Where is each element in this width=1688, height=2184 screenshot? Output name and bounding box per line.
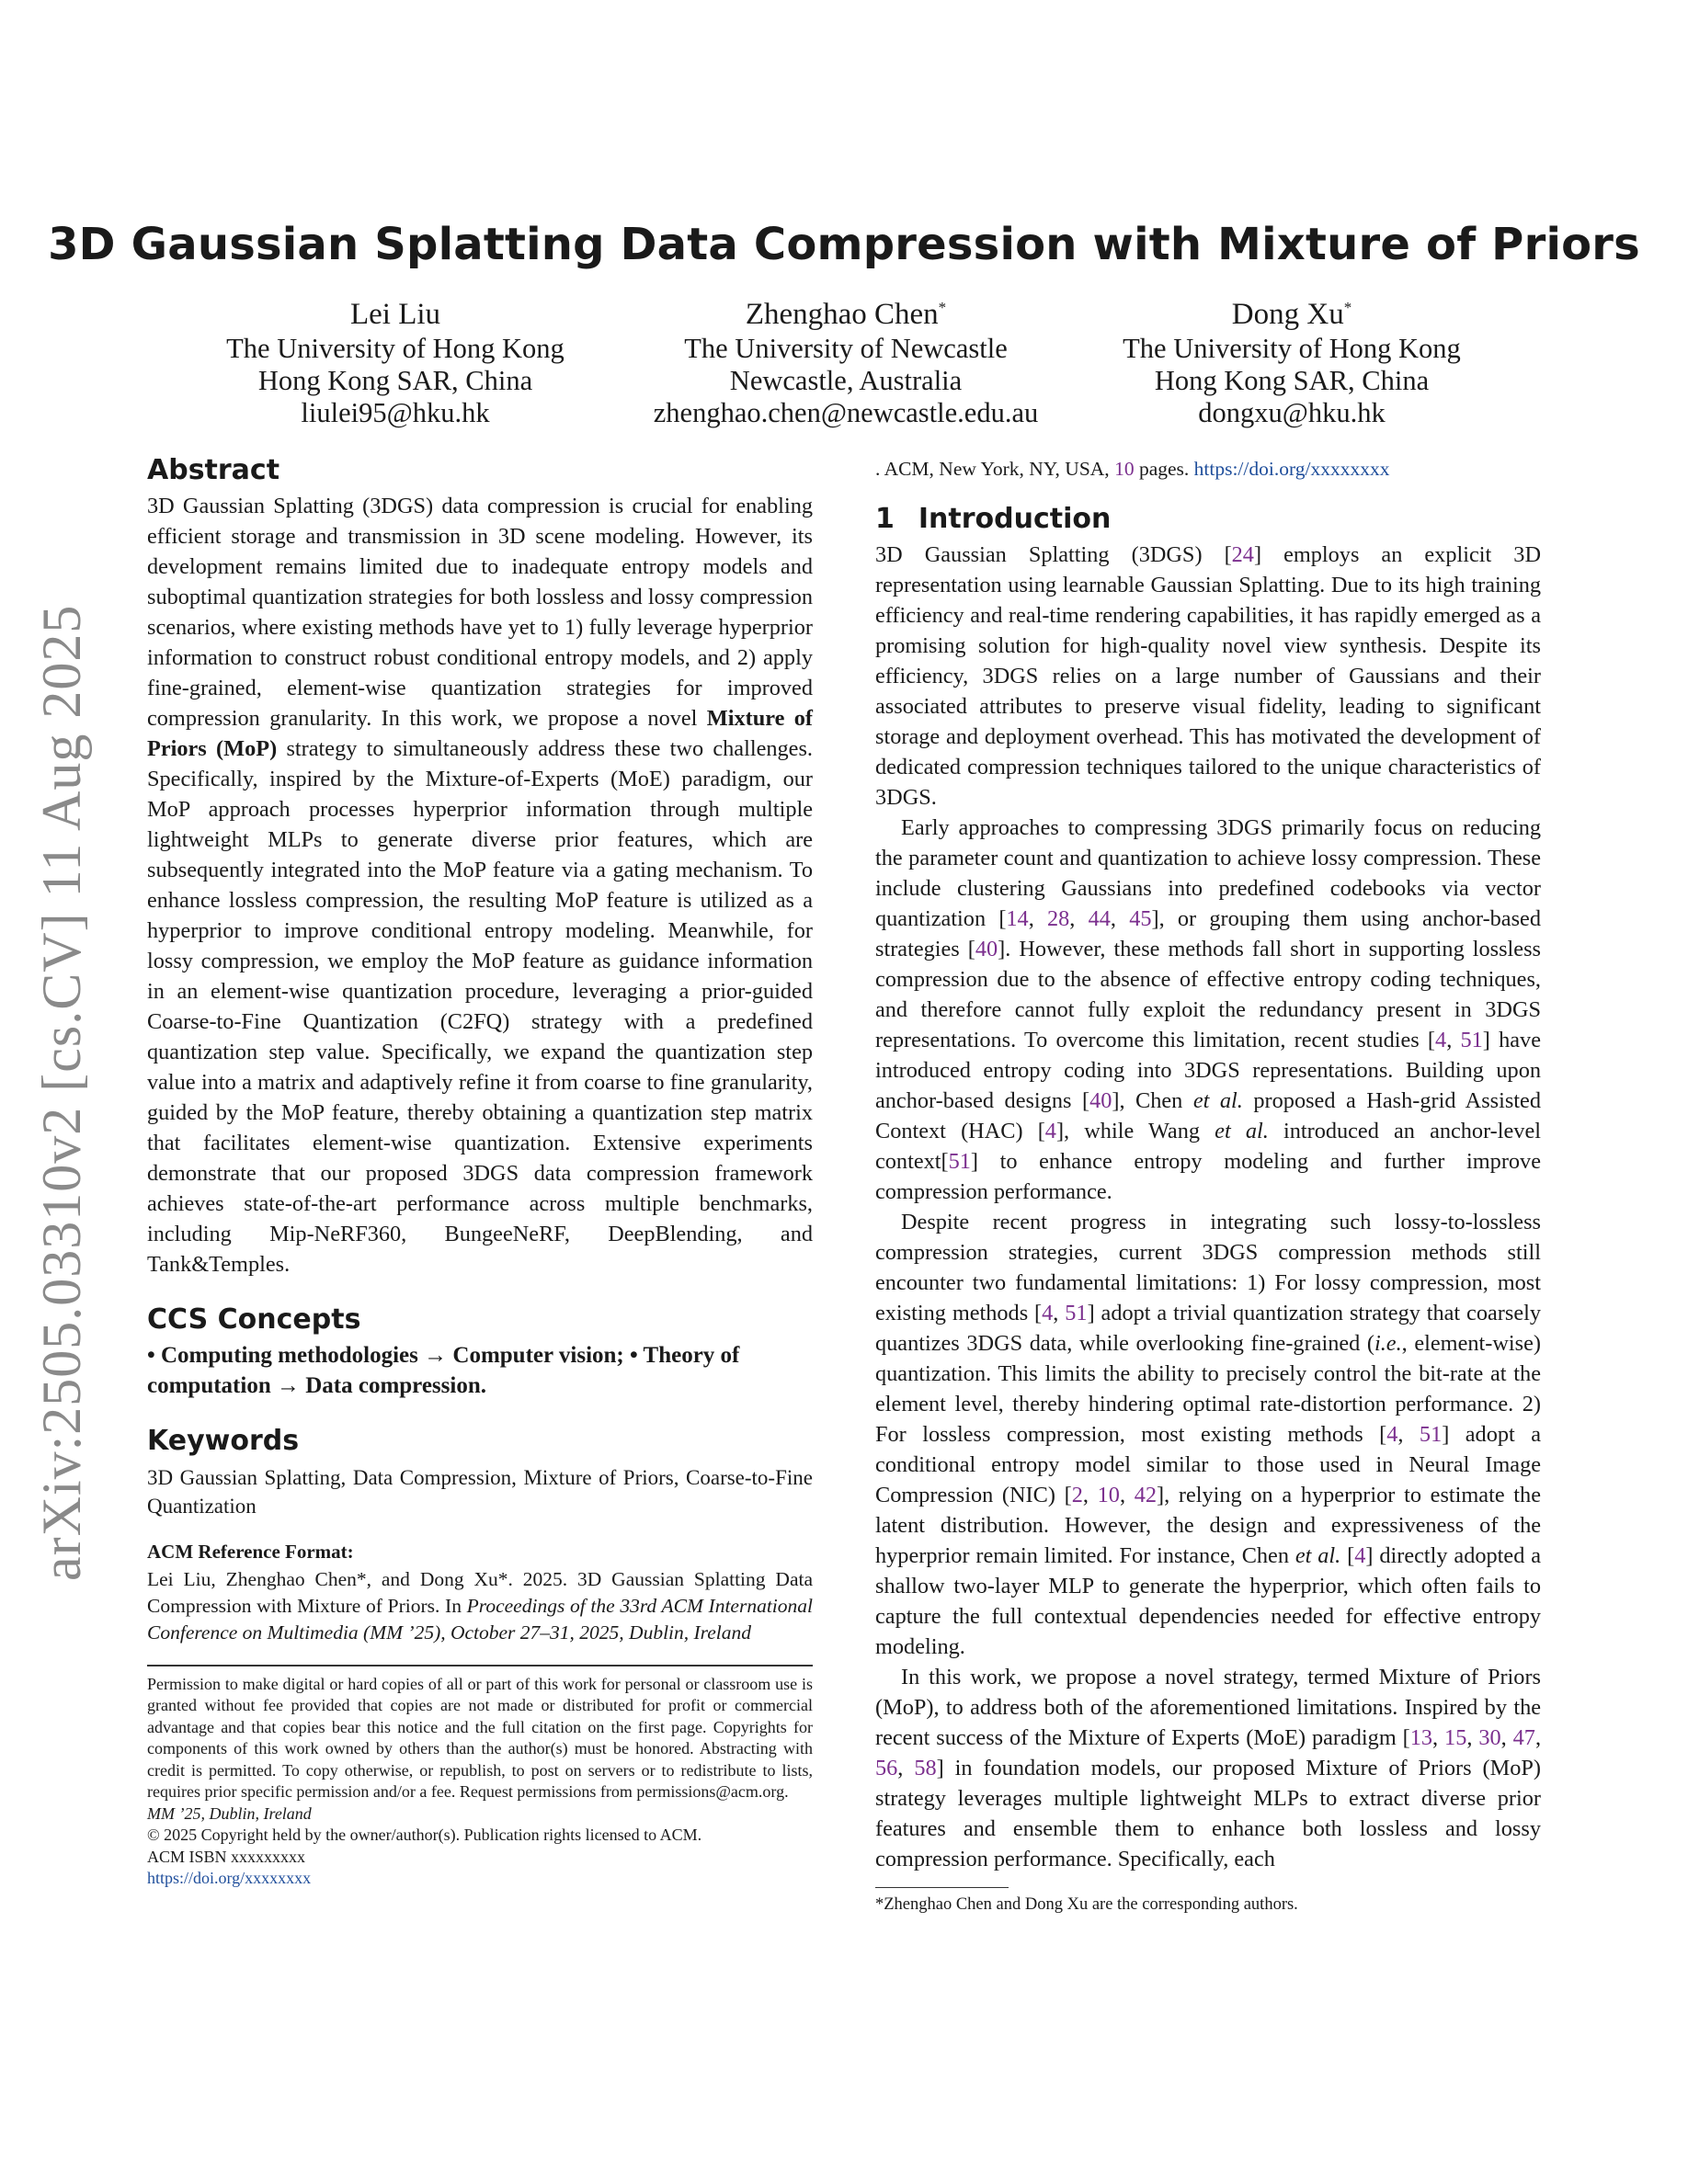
- acm-ref-doi-link[interactable]: https://doi.org/xxxxxxxx: [1193, 458, 1390, 480]
- author-location: Hong Kong SAR, China: [1154, 365, 1430, 396]
- intro-paragraph-1: 3D Gaussian Splatting (3DGS) [24] employs an explicit 3D representation using learnable Gaussian Splatting. Due to its high training efficiency and real-time rendering capabilities, it has rapidly emerged as a promising solution for high-quality novel view synthesis. Despite its efficiency, 3DGS relies on a large number of Gaussians and their associated attributes to preserve visual fidelity, leading to significant storage and deployment overhead. This has motivated the development of dedicated compression techniques tailored to the unique characteristics of 3DGS.: [875, 542, 1541, 810]
- permission-copyright: © 2025 Copyright held by the owner/author(s). Publication rights licensed to ACM.: [147, 1826, 702, 1844]
- author-email[interactable]: liulei95@hku.hk: [301, 397, 490, 428]
- paper-title: 3D Gaussian Splatting Data Compression with Mixture of Priors: [48, 219, 1640, 270]
- acm-ref-text-part2: . ACM, New York, NY, USA, 10 pages. https://doi.org/xxxxxxxx: [875, 458, 1390, 480]
- citation-link[interactable]: 42: [1134, 1483, 1158, 1507]
- citation-link[interactable]: 4: [1435, 1028, 1447, 1052]
- citation-link[interactable]: 4: [1386, 1422, 1398, 1447]
- citation-link[interactable]: 10: [1097, 1483, 1120, 1507]
- citation-link[interactable]: 44: [1088, 906, 1111, 931]
- author-location: Newcastle, Australia: [729, 365, 963, 396]
- citation-link[interactable]: 47: [1512, 1725, 1535, 1750]
- citation-link[interactable]: 56: [875, 1756, 898, 1780]
- abstract-heading: Abstract: [147, 454, 280, 486]
- section-heading-introduction: 1 Introduction: [875, 503, 1112, 535]
- author-affiliation: The University of Newcastle: [684, 333, 1008, 364]
- citation-link[interactable]: 58: [914, 1756, 937, 1780]
- citation-link[interactable]: 30: [1478, 1725, 1501, 1750]
- permission-venue: MM ’25, Dublin, Ireland: [147, 1803, 312, 1823]
- author-affiliation: The University of Hong Kong: [1123, 333, 1461, 364]
- citation-link[interactable]: 24: [1231, 542, 1254, 567]
- citation-link[interactable]: 51: [1065, 1301, 1088, 1325]
- intro-paragraph-2: Early approaches to compressing 3DGS primarily focus on reducing the parameter count and quantization to achieve lossy compression. These include clustering Gaussians into predefined codebooks via vector quantization [14, 28, 44, 45], or grouping them using anchor-based strategies [40]. However, these methods fall short in supporting lossless compression due to the absence of effective entropy coding techniques, and therefore cannot fully exploit the redundancy present in 3DGS representations. To overcome this limitation, recent studies [4, 51] have introduced entropy coding into 3DGS representations. Building upon anchor-based designs [40], Chen et al. proposed a Hash-grid Assisted Context (HAC) [4], while Wang et al. introduced an anchor-level context[51] to enhance entropy modeling and further improve compression performance.: [875, 815, 1541, 1204]
- permission-isbn: ACM ISBN xxxxxxxxx: [147, 1847, 306, 1866]
- citation-link[interactable]: 28: [1047, 906, 1070, 931]
- citation-link[interactable]: 14: [1006, 906, 1029, 931]
- citation-link[interactable]: 4: [1354, 1543, 1366, 1568]
- acm-ref-text-part1: Lei Liu, Zhenghao Chen*, and Dong Xu*. 2025. 3D Gaussian Splatting Data Compression with Mixture of Priors. In Proceedings of the 33rd ACM International Conference on Multimedia (MM ’25), October 27–31, 2025, Dublin, Ireland: [147, 1568, 814, 1644]
- citation-link[interactable]: 40: [1089, 1088, 1112, 1113]
- author-block: [193, 296, 598, 429]
- citation-link[interactable]: 45: [1129, 906, 1152, 931]
- ccs-text: • Computing methodologies → Computer vision; • Theory of computation → Data compression.: [147, 1343, 740, 1398]
- author-block: [634, 296, 1057, 429]
- citation-link[interactable]: 51: [1460, 1028, 1483, 1052]
- intro-paragraph-4: In this work, we propose a novel strategy, termed Mixture of Priors (MoP), to address both of the aforementioned limitations. Inspired by the recent success of the Mixture of Experts (MoE) paradigm [13, 15, 30, 47, 56, 58] in foundation models, our proposed Mixture of Priors (MoP) strategy leverages multiple lightweight MLPs to extract diverse prior features and ensemble them to enhance both lossless and lossy compression performance. Specifically, each: [875, 1665, 1542, 1871]
- permission-doi-link[interactable]: https://doi.org/xxxxxxxx: [147, 1869, 312, 1887]
- arxiv-stamp: arXiv:2505.03310v2 [cs.CV] 11 Aug 2025: [31, 604, 92, 1581]
- author-email[interactable]: dongxu@hku.hk: [1198, 397, 1386, 428]
- author-name: Lei Liu: [349, 298, 441, 331]
- permission-divider: [147, 1665, 813, 1666]
- author-location: Hong Kong SAR, China: [257, 365, 533, 396]
- corresponding-author-footnote: *Zhenghao Chen and Dong Xu are the corresponding authors.: [875, 1895, 1298, 1914]
- author-affiliation: The University of Hong Kong: [226, 333, 565, 364]
- citation-link[interactable]: 4: [1044, 1119, 1056, 1143]
- citation-link[interactable]: 51: [948, 1149, 971, 1174]
- citation-link[interactable]: 15: [1444, 1725, 1467, 1750]
- citation-link[interactable]: 4: [1042, 1301, 1054, 1325]
- author-name: Dong Xu*: [1231, 298, 1352, 331]
- right-column: [875, 452, 1541, 1916]
- keywords-text: 3D Gaussian Splatting, Data Compression, Mixture of Priors, Coarse-to-Fine Quantization: [147, 1466, 813, 1518]
- citation-link[interactable]: 51: [1419, 1422, 1443, 1447]
- citation-link[interactable]: 40: [975, 937, 998, 961]
- citation-link[interactable]: 13: [1409, 1725, 1433, 1750]
- keywords-heading: Keywords: [147, 1425, 300, 1457]
- permission-text: Permission to make digital or hard copies of all or part of this work for personal or classroom use is granted without fee provided that copies are not made or distributed for profit or commercial advantage and that copies bear this notice and the full citation on the first page. Copyrights for components of this work owned by others than the author(s) must be honored. Abstracting with credit is permitted. To copy otherwise, or republish, to post on servers or to redistribute to lists, requires prior specific permission and/or a fee. Request permissions from permissions@acm.org.: [147, 1674, 813, 1801]
- author-email[interactable]: zhenghao.chen@newcastle.edu.au: [653, 397, 1039, 428]
- acm-ref-heading: ACM Reference Format:: [147, 1541, 354, 1563]
- left-column: [147, 452, 813, 1890]
- footnote-divider: [875, 1887, 1009, 1888]
- author-block: [1089, 296, 1494, 429]
- acm-ref-proceedings: Proceedings of the 33rd ACM International Conference on Multimedia (MM ’25), October 27–31, 2025, Dublin, Ireland: [147, 1595, 814, 1644]
- intro-paragraph-3: Despite recent progress in integrating such lossy-to-lossless compression strategies, current 3DGS compression methods still encounter two fundamental limitations: 1) For lossy compression, most existing methods [4, 51] adopt a trivial quantization strategy that coarsely quantizes 3DGS data, while overlooking fine-grained (i.e., element-wise) quantization. This limits the ability to precisely control the bit-rate at the element level, thereby hindering optimal rate-distortion performance. 2) For lossless compression, most existing methods [4, 51] adopt a conditional entropy model similar to those used in Neural Image Compression (NIC) [2, 10, 42], relying on a hyperprior to estimate the latent distribution. However, the design and expressiveness of the hyperprior remain limited. For instance, Chen et al. [4] directly adopted a shallow two-layer MLP to generate the hyperprior, which often fails to capture the full contextual dependencies needed for effective entropy modeling.: [875, 1210, 1542, 1659]
- abstract-text: 3D Gaussian Splatting (3DGS) data compression is crucial for enabling efficient storage and transmission in 3D scene modeling. However, its development remains limited due to inadequate entropy models and suboptimal quantization strategies for both lossless and lossy compression scenarios, where existing methods have yet to 1) fully leverage hyperprior information to construct robust conditional entropy models, and 2) apply fine-grained, element-wise quantization strategies for improved compression granularity. In this work, we propose a novel Mixture of Priors (MoP) strategy to simultaneously address these two challenges. Specifically, inspired by the Mixture-of-Experts (MoE) paradigm, our MoP approach processes hyperprior information through multiple lightweight MLPs to generate diverse prior features, which are subsequently integrated into the MoP feature via a gating mechanism. To enhance lossless compression, the resulting MoP feature is utilized as a hyperprior to improve conditional entropy modeling. Meanwhile, for lossy compression, we employ the MoP feature as guidance information in an element-wise quantization procedure, leveraging a prior-guided Coarse-to-Fine Quantization (C2FQ) strategy with a predefined quantization step value. Specifically, we expand the quantization step value into a matrix and adaptively refine it from coarse to fine granularity, guided by the MoP feature, thereby obtaining a quantization step matrix that facilitates element-wise quantization. Extensive experiments demonstrate that our proposed 3DGS data compression framework achieves state-of-the-art performance across multiple benchmarks, including Mip-NeRF360, BungeeNeRF, DeepBlending, and Tank&Temples.: [147, 494, 813, 1277]
- ccs-heading: CCS Concepts: [147, 1303, 361, 1336]
- citation-link[interactable]: 2: [1071, 1483, 1083, 1507]
- author-name: Zhenghao Chen*: [745, 298, 947, 331]
